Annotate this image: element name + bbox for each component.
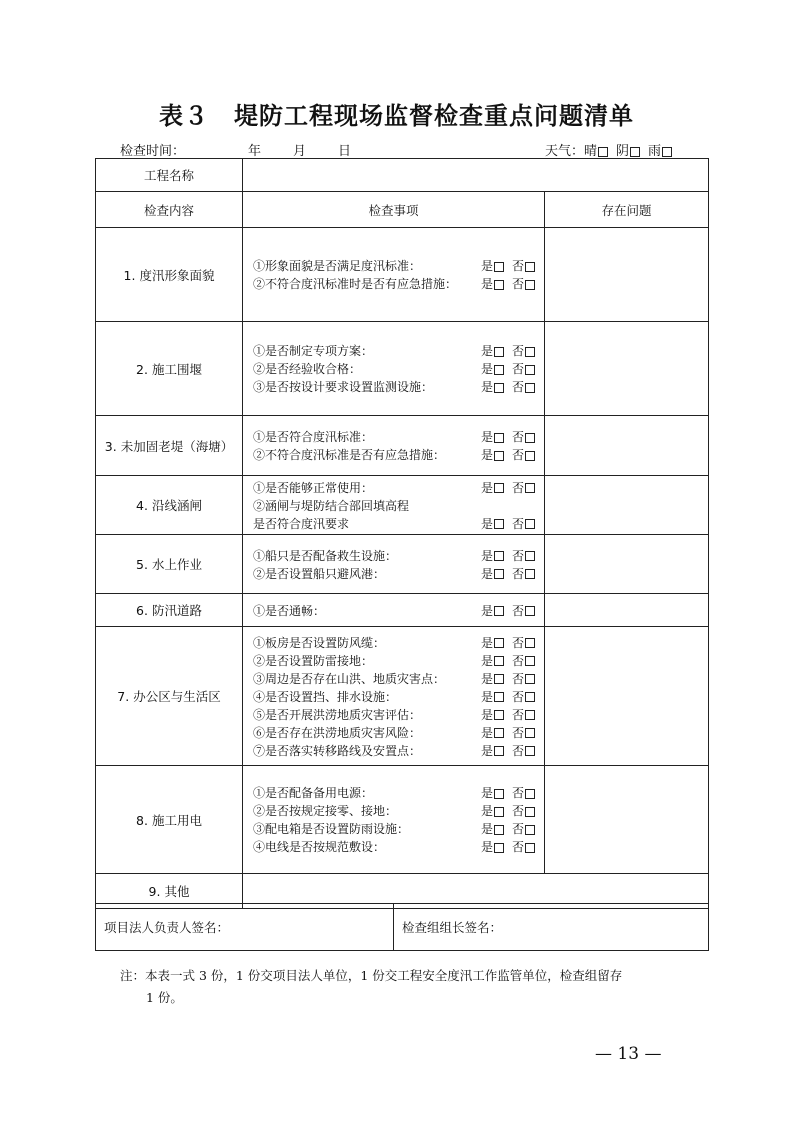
check-item: [253, 342, 544, 360]
yes-no-options: [481, 446, 543, 463]
check-item: [253, 741, 544, 759]
check-items-cell: [243, 766, 545, 874]
check-item: [253, 275, 544, 293]
check-item-text: ②不符合度汛标准时是否有应急措施：: [253, 277, 458, 291]
check-item-text: ③配电箱是否设置防雨设施：: [253, 822, 410, 836]
no-checkbox[interactable]: [525, 710, 535, 720]
yes-checkbox[interactable]: [494, 638, 504, 648]
no-checkbox[interactable]: [525, 383, 535, 393]
check-content-label: 4. 沿线涵闸: [96, 476, 243, 535]
yes-no-options: [481, 360, 543, 377]
yes-checkbox[interactable]: [494, 710, 504, 720]
yes-label: 是: [481, 516, 494, 531]
no-checkbox[interactable]: [525, 280, 535, 290]
yes-checkbox[interactable]: [494, 383, 504, 393]
no-label: 否: [512, 480, 525, 495]
yes-checkbox[interactable]: [494, 451, 504, 461]
no-checkbox[interactable]: [525, 656, 535, 666]
footnote-line-1: 注：本表一式 3 份，1 份交项目法人单位，1 份交工程安全度汛工作监管单位，检查组留存: [120, 968, 623, 983]
no-label: 否: [512, 840, 525, 854]
check-items-cell: [243, 535, 545, 594]
check-item: [253, 601, 544, 619]
footnote: [120, 965, 680, 1009]
check-items-cell: [243, 228, 545, 322]
no-label: 否: [512, 603, 525, 618]
yes-no-options: [481, 342, 543, 359]
check-item-text: ⑦是否落实转移路线及安置点：: [253, 743, 422, 758]
check-item-text: ②是否经验收合格：: [253, 362, 362, 376]
issues-field[interactable]: [545, 228, 709, 322]
yes-no-options: [481, 378, 543, 395]
yes-checkbox[interactable]: [494, 280, 504, 290]
weather-cloudy-checkbox[interactable]: [630, 147, 640, 157]
check-item-text: ⑤是否开展洪涝地质灾害评估：: [253, 707, 422, 722]
check-item: [253, 257, 544, 275]
no-checkbox[interactable]: [525, 451, 535, 461]
yes-checkbox[interactable]: [494, 433, 504, 443]
table-row: [96, 766, 709, 874]
no-label: 否: [512, 259, 525, 273]
yes-checkbox[interactable]: [494, 551, 504, 561]
no-label: 否: [512, 448, 525, 462]
header-issues: 存在问题: [545, 192, 709, 228]
check-items-cell: [243, 416, 545, 476]
yes-checkbox[interactable]: [494, 825, 504, 835]
no-label: 否: [512, 743, 525, 758]
check-item-text: ⑥是否存在洪涝地质灾害风险：: [253, 725, 422, 740]
yes-label: 是: [481, 448, 494, 462]
table-row: [96, 322, 709, 416]
check-item: [253, 478, 544, 496]
yes-label: 是: [481, 707, 494, 722]
yes-checkbox[interactable]: [494, 746, 504, 756]
yes-checkbox[interactable]: [494, 674, 504, 684]
check-item: [253, 378, 544, 396]
no-label: 否: [512, 635, 525, 650]
no-checkbox[interactable]: [525, 606, 535, 616]
yes-label: 是: [481, 635, 494, 650]
no-checkbox[interactable]: [525, 692, 535, 702]
no-label: 否: [512, 380, 525, 394]
check-item: [253, 633, 544, 651]
yes-label: 是: [481, 430, 494, 444]
check-item: [253, 514, 544, 532]
footnote-line-2: 1 份。: [146, 990, 183, 1005]
yes-no-options: [481, 724, 543, 741]
table-row: [96, 228, 709, 322]
no-label: 否: [512, 430, 525, 444]
table-row: [96, 594, 709, 627]
weather-cloudy-label: 阴: [616, 144, 630, 159]
yes-label: 是: [481, 804, 494, 818]
yes-no-options: [481, 275, 543, 292]
yes-no-options: [481, 428, 543, 445]
check-item-text: ③是否按设计要求设置监测设施：: [253, 380, 434, 394]
project-name-label: 工程名称: [96, 159, 243, 192]
check-items-cell: [243, 627, 545, 766]
check-item-text: ①形象面貌是否满足度汛标准：: [253, 259, 422, 273]
issues-field[interactable]: [545, 535, 709, 594]
check-items-cell: [243, 594, 545, 627]
yes-checkbox[interactable]: [494, 365, 504, 375]
no-checkbox[interactable]: [525, 365, 535, 375]
yes-no-options: [481, 838, 543, 855]
check-item-text: ④是否设置挡、排水设施：: [253, 689, 398, 704]
check-content-label: 6. 防汛道路: [96, 594, 243, 627]
check-item: [253, 687, 544, 705]
check-item-text: 是否符合度汛要求: [253, 516, 350, 531]
check-content-label: 1. 度汛形象面貌: [96, 228, 243, 322]
no-label: 否: [512, 566, 525, 581]
no-checkbox[interactable]: [525, 483, 535, 493]
no-checkbox[interactable]: [525, 551, 535, 561]
check-item-text: ①板房是否设置防风缆：: [253, 635, 386, 650]
weather-label: 天气：: [545, 144, 585, 159]
no-checkbox[interactable]: [525, 728, 535, 738]
check-item: [253, 546, 544, 564]
yes-checkbox[interactable]: [494, 606, 504, 616]
check-content-label: 7. 办公区与生活区: [96, 627, 243, 766]
check-items-cell: [243, 476, 545, 535]
check-item: [253, 651, 544, 669]
yes-no-options: [481, 515, 543, 532]
yes-label: 是: [481, 603, 494, 618]
yes-checkbox[interactable]: [494, 569, 504, 579]
check-item: [253, 838, 544, 856]
page-title: 表３ 堤防工程现场监督检查重点问题清单: [159, 101, 634, 130]
check-time-label: 检查时间：: [120, 144, 186, 159]
yes-no-options: [481, 547, 543, 564]
yes-label: 是: [481, 277, 494, 291]
yes-no-options: [481, 706, 543, 723]
check-item: [253, 784, 544, 802]
check-item: [253, 428, 544, 446]
check-item-text: ②不符合度汛标准是否有应急措施：: [253, 448, 446, 462]
weather-rain-label: 雨: [648, 144, 662, 159]
table-row: [96, 535, 709, 594]
check-item-text: ①是否能够正常使用：: [253, 480, 374, 495]
no-label: 否: [512, 707, 525, 722]
weather-sunny-checkbox[interactable]: [598, 147, 608, 157]
check-content-label: 9. 其他: [96, 874, 243, 909]
yes-no-options: [481, 688, 543, 705]
yes-checkbox[interactable]: [494, 843, 504, 853]
no-label: 否: [512, 362, 525, 376]
weather-sunny-label: 晴: [584, 144, 598, 159]
yes-no-options: [481, 670, 543, 687]
no-checkbox[interactable]: [525, 569, 535, 579]
table-row: [96, 476, 709, 535]
check-item-text: ②涵闸与堤防结合部回填高程: [253, 498, 410, 513]
yes-checkbox[interactable]: [494, 692, 504, 702]
check-date: 年 月 日: [248, 144, 354, 159]
yes-no-options: [481, 479, 543, 496]
yes-no-options: [481, 257, 543, 274]
check-item: [253, 723, 544, 741]
check-item-text: ①是否制定专项方案：: [253, 344, 374, 358]
yes-checkbox[interactable]: [494, 656, 504, 666]
check-item: [253, 820, 544, 838]
no-label: 否: [512, 822, 525, 836]
legal-person-signature-field[interactable]: 项目法人负责人签名：: [96, 904, 394, 951]
check-item: [253, 802, 544, 820]
issues-field[interactable]: [545, 416, 709, 476]
no-label: 否: [512, 516, 525, 531]
check-content-label: 3. 未加固老堤（海塘）: [96, 416, 243, 476]
check-item-text: ③周边是否存在山洪、地质灾害点：: [253, 671, 446, 686]
yes-label: 是: [481, 822, 494, 836]
yes-label: 是: [481, 344, 494, 358]
no-label: 否: [512, 671, 525, 686]
yes-label: 是: [481, 689, 494, 704]
check-item: [253, 496, 544, 514]
no-checkbox[interactable]: [525, 347, 535, 357]
issues-field[interactable]: [545, 766, 709, 874]
no-label: 否: [512, 277, 525, 291]
yes-label: 是: [481, 380, 494, 394]
signature-table: [95, 903, 709, 951]
no-checkbox[interactable]: [525, 638, 535, 648]
weather-rain-checkbox[interactable]: [662, 147, 672, 157]
yes-label: 是: [481, 671, 494, 686]
no-checkbox[interactable]: [525, 746, 535, 756]
yes-label: 是: [481, 786, 494, 800]
check-item-text: ①船只是否配备救生设施：: [253, 548, 398, 563]
yes-no-options: [481, 652, 543, 669]
no-checkbox[interactable]: [525, 789, 535, 799]
check-content-label: 8. 施工用电: [96, 766, 243, 874]
no-label: 否: [512, 804, 525, 818]
yes-label: 是: [481, 548, 494, 563]
yes-no-options: [481, 820, 543, 837]
no-label: 否: [512, 548, 525, 563]
yes-label: 是: [481, 362, 494, 376]
header-check-items: 检查事项: [243, 192, 545, 228]
yes-checkbox[interactable]: [494, 789, 504, 799]
issues-field[interactable]: [545, 476, 709, 535]
page-number: — 13 —: [595, 1044, 662, 1064]
issues-field[interactable]: [545, 627, 709, 766]
yes-checkbox[interactable]: [494, 483, 504, 493]
issues-field[interactable]: [545, 594, 709, 627]
issues-field[interactable]: [545, 322, 709, 416]
yes-checkbox[interactable]: [494, 519, 504, 529]
yes-no-options: [481, 602, 543, 619]
check-item-text: ②是否按规定接零、接地：: [253, 804, 398, 818]
no-checkbox[interactable]: [525, 674, 535, 684]
team-leader-signature-field[interactable]: 检查组组长签名：: [394, 904, 709, 951]
check-item-text: ①是否配备备用电源：: [253, 786, 374, 800]
no-label: 否: [512, 689, 525, 704]
yes-checkbox[interactable]: [494, 728, 504, 738]
no-checkbox[interactable]: [525, 262, 535, 272]
yes-label: 是: [481, 566, 494, 581]
yes-label: 是: [481, 840, 494, 854]
no-label: 否: [512, 653, 525, 668]
yes-label: 是: [481, 480, 494, 495]
yes-label: 是: [481, 725, 494, 740]
yes-no-options: [481, 784, 543, 801]
yes-no-options: [481, 802, 543, 819]
table-row: [96, 416, 709, 476]
check-item: [253, 564, 544, 582]
yes-no-options: [481, 634, 543, 651]
no-label: 否: [512, 725, 525, 740]
check-item-text: ②是否设置防雷接地：: [253, 653, 374, 668]
table-row: [96, 627, 709, 766]
check-item: [253, 669, 544, 687]
check-items-cell: [243, 322, 545, 416]
yes-label: 是: [481, 653, 494, 668]
check-item: [253, 705, 544, 723]
project-name-field[interactable]: [243, 159, 709, 192]
yes-checkbox[interactable]: [494, 262, 504, 272]
yes-checkbox[interactable]: [494, 807, 504, 817]
no-label: 否: [512, 344, 525, 358]
header-check-content: 检查内容: [96, 192, 243, 228]
yes-checkbox[interactable]: [494, 347, 504, 357]
no-checkbox[interactable]: [525, 519, 535, 529]
yes-label: 是: [481, 743, 494, 758]
no-checkbox[interactable]: [525, 433, 535, 443]
no-label: 否: [512, 786, 525, 800]
weather: [545, 140, 680, 159]
check-item-text: ②是否设置船只避风港：: [253, 566, 386, 581]
check-item: [253, 446, 544, 464]
check-content-label: 5. 水上作业: [96, 535, 243, 594]
no-checkbox[interactable]: [525, 843, 535, 853]
check-content-label: 2. 施工围堰: [96, 322, 243, 416]
check-item: [253, 360, 544, 378]
yes-no-options: [481, 565, 543, 582]
no-checkbox[interactable]: [525, 825, 535, 835]
check-item-text: ①是否符合度汛标准：: [253, 430, 374, 444]
check-item-text: ①是否通畅：: [253, 603, 326, 618]
check-item-text: ④电线是否按规范敷设：: [253, 840, 386, 854]
inspection-table: [95, 158, 709, 909]
yes-label: 是: [481, 259, 494, 273]
yes-no-options: [481, 742, 543, 759]
no-checkbox[interactable]: [525, 807, 535, 817]
